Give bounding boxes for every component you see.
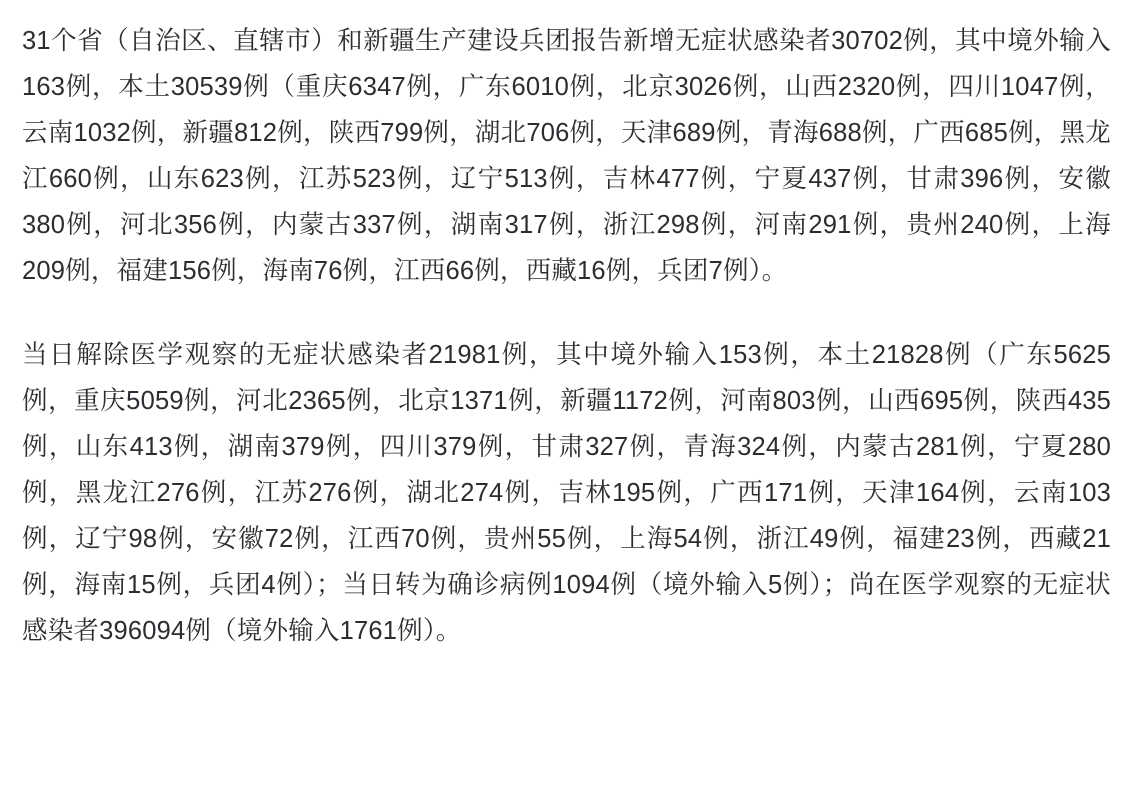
- paragraph-asymptomatic-released: 当日解除医学观察的无症状感染者21981例，其中境外输入153例，本土21828例（广东5625例，重庆5059例，河北2365例，北京1371例，新疆1172例，河南803例，山西695例，陕西435例，山东413例，湖南379例，四川379例，甘肃327例，青海324例，内蒙古281例，宁夏280例，黑龙江276例，江苏276例，湖北274例，吉林195例，广西171例，天津164例，云南103例，辽宁98例，安徽72例，江西70例，贵州55例，上海54例，浙江49例，福建23例，西藏21例，海南15例，兵团4例）；当日转为确诊病例1094例（境外输入5例）；尚在医学观察的无症状感染者396094例（境外输入1761例）。: [22, 341, 1111, 645]
- paragraph-asymptomatic-new-cases: 31个省（自治区、直辖市）和新疆生产建设兵团报告新增无症状感染者30702例，其中境外输入163例，本土30539例（重庆6347例，广东6010例，北京3026例，山西2320例，四川1047例，云南1032例，新疆812例，陕西799例，湖北706例，天津689例，青海688例，广西685例，黑龙江660例，山东623例，江苏523例，辽宁513例，吉林477例，宁夏437例，甘肃396例，安徽380例，河北356例，内蒙古337例，湖南317例，浙江298例，河南291例，贵州240例，上海209例，福建156例，海南76例，江西66例，西藏16例，兵团7例）。: [22, 27, 1111, 285]
